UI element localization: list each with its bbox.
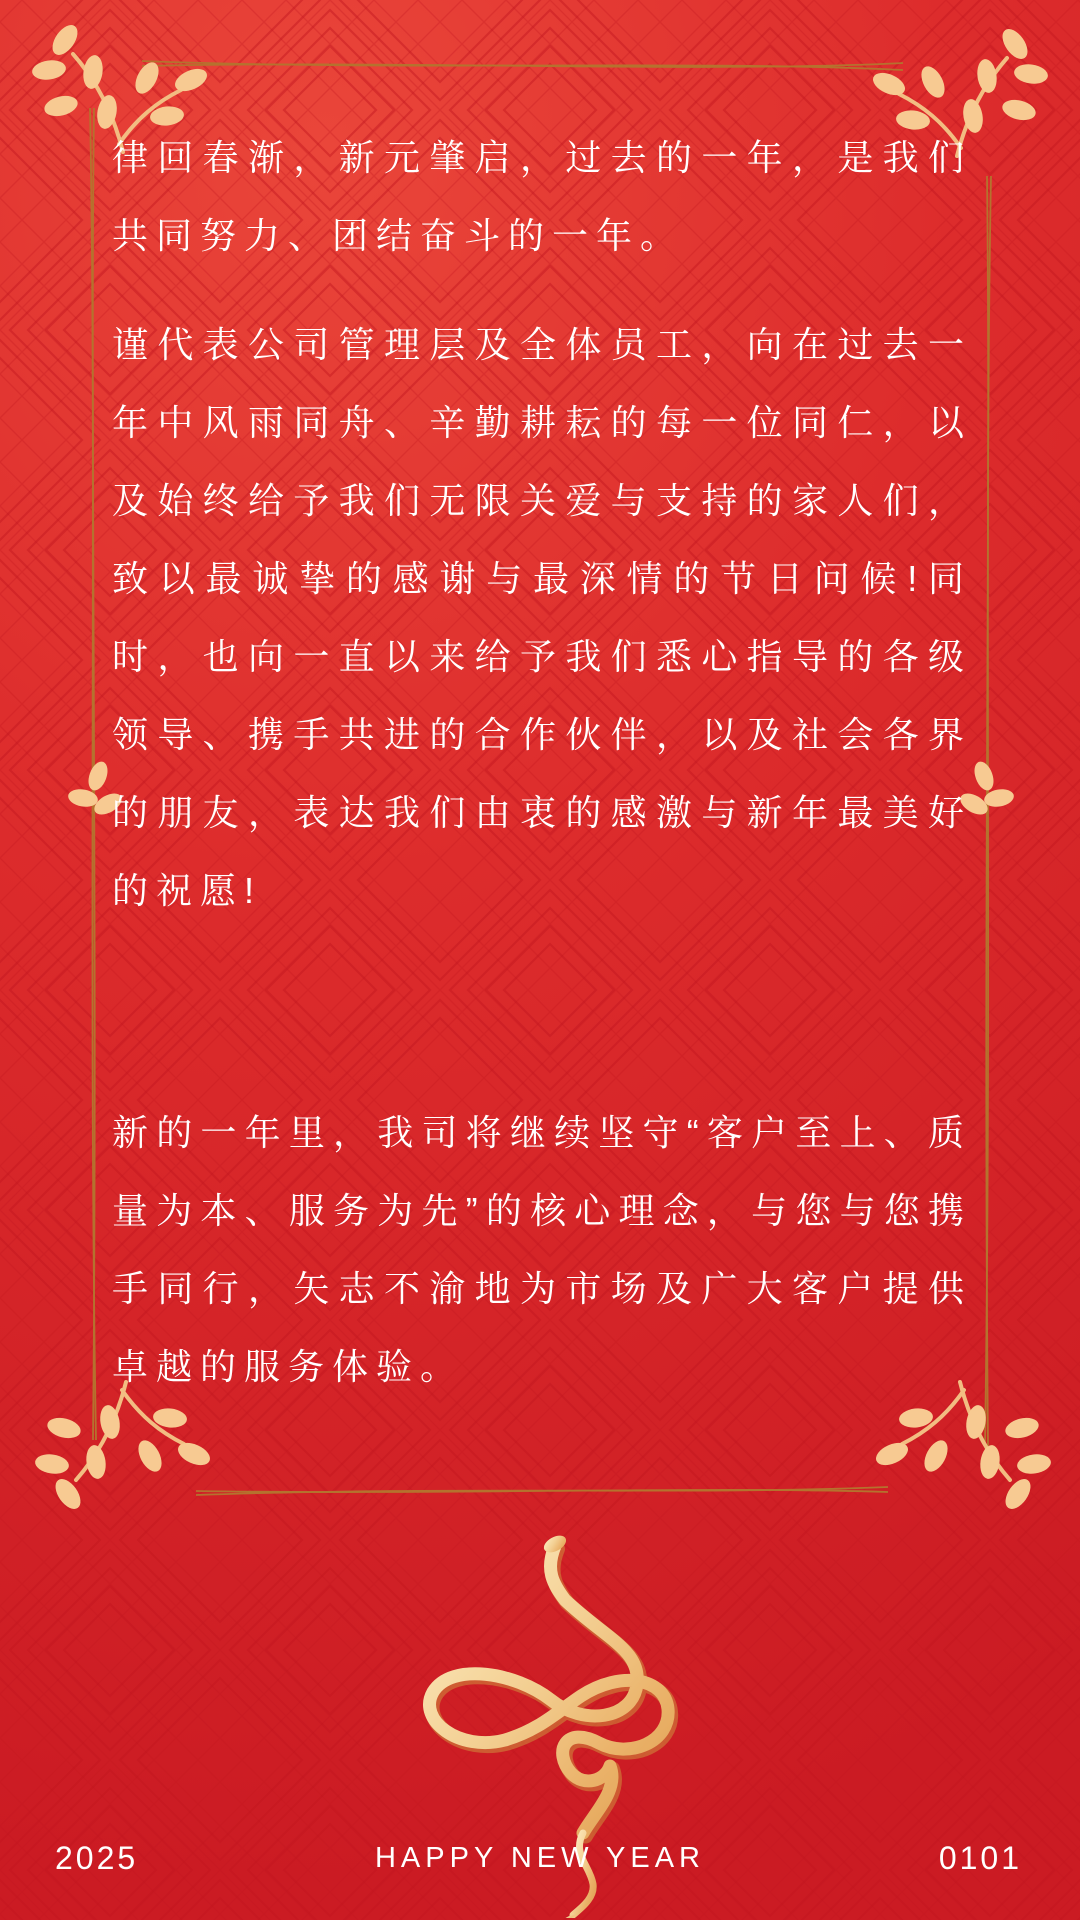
footer-greeting: HAPPY NEW YEAR <box>374 1842 705 1874</box>
footer-year: 2025 <box>55 1840 139 1876</box>
greeting-paragraph-2: 谨代表公司管理层及全体员工，向在过去一年中风雨同舟、辛勤耕耘的每一位同仁，以及始终给予我们无限关爱与支持的家人们，致以最诚挚的感谢与最深情的节日问候!同时，也向一直以来给予我们悉心指导的各级领导、携手共进的合作伙伴，以及社会各界的朋友，表达我们由衷的感激与新年最美好的祝愿! <box>112 324 972 911</box>
footer <box>0 1840 1080 1884</box>
greeting-paragraph-1: 律回春渐，新元肇启，过去的一年，是我们共同努力、团结奋斗的一年。 <box>112 137 972 256</box>
footer-date: 0101 <box>938 1840 1022 1876</box>
greeting-paragraph-3: 新的一年里，我司将继续坚守“客户至上、质量为本、服务为先”的核心理念，与您与您携手同行，矢志不渝地为市场及广大客户提供卓越的服务体验。 <box>112 1112 972 1387</box>
